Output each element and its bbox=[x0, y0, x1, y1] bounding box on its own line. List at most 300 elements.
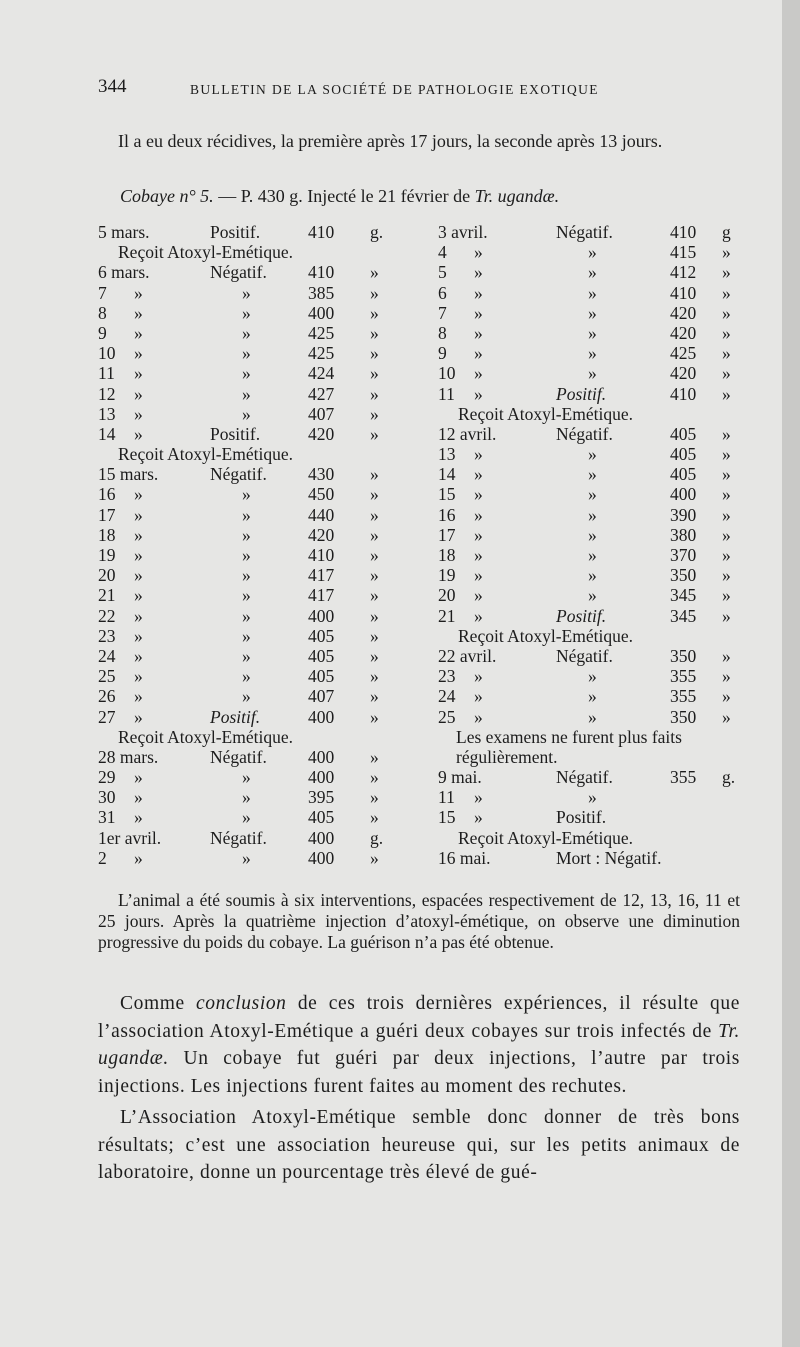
result-ditto-cell: » bbox=[588, 282, 597, 303]
result-ditto-cell: » bbox=[588, 706, 597, 727]
weight-table bbox=[98, 222, 748, 872]
ditto-cell: » bbox=[134, 363, 143, 384]
table-row bbox=[98, 262, 398, 282]
table-left-column bbox=[98, 222, 398, 868]
result-ditto-cell: » bbox=[242, 484, 251, 505]
unit-cell: » bbox=[722, 645, 731, 666]
weight-cell: 427 bbox=[308, 383, 335, 404]
date-cell: 5 mars. bbox=[98, 222, 150, 242]
result-ditto-cell: » bbox=[242, 504, 251, 525]
unit-cell: » bbox=[722, 605, 731, 626]
date-cell: 11 bbox=[98, 363, 115, 384]
unit-cell: » bbox=[722, 282, 731, 303]
date-cell: 22 bbox=[98, 605, 116, 626]
subject-line bbox=[120, 186, 559, 207]
result-ditto-cell: » bbox=[588, 363, 597, 384]
conclusion-text: Comme bbox=[120, 993, 197, 1014]
weight-cell: 425 bbox=[308, 343, 335, 364]
table-row bbox=[98, 686, 398, 706]
ditto-cell: » bbox=[474, 484, 483, 505]
subject-description: — P. 430 g. Injecté le 21 février de bbox=[213, 186, 475, 206]
table-row bbox=[438, 384, 748, 404]
unit-cell: » bbox=[722, 444, 731, 465]
date-cell: 15 bbox=[438, 484, 456, 505]
table-row bbox=[98, 464, 398, 484]
date-cell: 6 mars. bbox=[98, 262, 150, 283]
date-cell: 20 bbox=[438, 585, 456, 606]
weight-cell: 400 bbox=[308, 302, 335, 323]
date-cell: 19 bbox=[438, 565, 456, 586]
table-row bbox=[98, 525, 398, 545]
weight-cell: 370 bbox=[670, 545, 697, 565]
ditto-cell: » bbox=[474, 262, 483, 283]
unit-cell: » bbox=[370, 383, 379, 404]
table-row bbox=[98, 323, 398, 343]
date-cell: 5 bbox=[438, 262, 447, 283]
result-cell: Mort : Négatif. bbox=[556, 847, 662, 868]
ditto-cell: » bbox=[474, 302, 483, 323]
conclusion-emphasis: conclusion bbox=[196, 993, 287, 1014]
weight-cell: 355 bbox=[670, 666, 697, 687]
conclusion-text: de ces trois dernières expériences, il résulte que l’association Atoxyl-Emétique a guéri deux cobayes sur trois infectés de bbox=[98, 993, 740, 1042]
unit-cell: » bbox=[370, 787, 379, 808]
date-cell: 7 bbox=[438, 302, 447, 323]
date-cell: 16 bbox=[98, 484, 116, 505]
date-cell: 21 bbox=[98, 585, 116, 606]
ditto-cell: » bbox=[474, 464, 483, 485]
table-row bbox=[438, 262, 748, 282]
result-cell: Négatif. bbox=[556, 423, 613, 444]
result-cell: Négatif. bbox=[210, 262, 267, 283]
date-cell: 11 bbox=[438, 787, 455, 808]
table-row bbox=[438, 727, 748, 747]
table-row bbox=[438, 585, 748, 605]
result-paragraph: L’animal a été soumis à six interventions, espacées respectivement de 12, 13, 16, 11 et 25 jours. Après la quatrième injection d’atoxyl-émétique, on observe une diminution progressive du poids du cobaye. La guérison n’a pas été obtenue. bbox=[98, 890, 740, 953]
unit-cell: » bbox=[370, 847, 379, 868]
result-ditto-cell: » bbox=[242, 807, 251, 828]
ditto-cell: » bbox=[134, 423, 143, 444]
result-ditto-cell: » bbox=[242, 787, 251, 808]
date-cell: 18 bbox=[98, 524, 116, 545]
weight-cell: 425 bbox=[670, 343, 697, 364]
table-row bbox=[438, 283, 748, 303]
table-row bbox=[98, 343, 398, 363]
result-cell: Négatif. bbox=[556, 222, 613, 242]
result-ditto-cell: » bbox=[588, 242, 597, 263]
unit-cell: » bbox=[370, 686, 379, 707]
unit-cell: g. bbox=[722, 767, 736, 788]
intro-paragraph: Il a eu deux récidives, la première après 17 jours, la seconde après 13 jours. bbox=[118, 131, 663, 151]
ditto-cell: » bbox=[474, 524, 483, 545]
result-ditto-cell: » bbox=[588, 302, 597, 323]
ditto-cell: » bbox=[134, 645, 143, 666]
unit-cell: » bbox=[722, 322, 731, 343]
date-cell: 8 bbox=[438, 322, 447, 343]
date-cell: 11 bbox=[438, 383, 455, 404]
date-cell: 17 bbox=[98, 504, 116, 525]
table-right-column bbox=[438, 222, 748, 868]
conclusion-section bbox=[98, 990, 740, 1191]
unit-cell: » bbox=[722, 484, 731, 505]
ditto-cell: » bbox=[474, 666, 483, 687]
date-cell: 3 avril. bbox=[438, 222, 488, 242]
weight-cell: 350 bbox=[670, 706, 697, 727]
result-ditto-cell: » bbox=[588, 565, 597, 586]
result-ditto-cell: » bbox=[588, 343, 597, 364]
weight-cell: 407 bbox=[308, 686, 335, 707]
weight-cell: 420 bbox=[670, 302, 697, 323]
table-note: régulièrement. bbox=[456, 746, 558, 767]
table-row bbox=[438, 787, 748, 807]
weight-cell: 420 bbox=[670, 363, 697, 384]
table-row bbox=[98, 747, 398, 767]
date-cell: 13 bbox=[98, 403, 116, 424]
date-cell: 30 bbox=[98, 787, 116, 808]
table-row bbox=[438, 404, 748, 424]
date-cell: 9 bbox=[98, 322, 107, 343]
date-cell: 6 bbox=[438, 282, 447, 303]
page-edge-shadow bbox=[782, 0, 800, 1347]
weight-cell: 410 bbox=[308, 545, 335, 565]
unit-cell: » bbox=[370, 524, 379, 545]
unit-cell: » bbox=[370, 282, 379, 303]
conclusion-paragraph-1 bbox=[98, 990, 740, 1100]
unit-cell: » bbox=[722, 585, 731, 606]
weight-cell: 400 bbox=[308, 827, 335, 848]
result-ditto-cell: » bbox=[242, 605, 251, 626]
table-row bbox=[98, 424, 398, 444]
conclusion-text: Un cobaye fut guéri par deux injections, l’autre par trois injections. Les injections furent faites au moment des rechutes. bbox=[98, 1048, 740, 1097]
result-cell: Négatif. bbox=[210, 746, 267, 767]
date-cell: 17 bbox=[438, 524, 456, 545]
result-ditto-cell: » bbox=[242, 645, 251, 666]
date-cell: 28 mars. bbox=[98, 746, 159, 767]
unit-cell: » bbox=[722, 242, 731, 263]
ditto-cell: » bbox=[134, 807, 143, 828]
table-row bbox=[98, 828, 398, 848]
weight-cell: 405 bbox=[308, 666, 335, 687]
ditto-cell: » bbox=[134, 403, 143, 424]
unit-cell: » bbox=[722, 686, 731, 707]
result-cell: Positif. bbox=[556, 807, 607, 828]
table-note: Les examens ne furent plus faits bbox=[456, 726, 682, 747]
weight-cell: 400 bbox=[308, 746, 335, 767]
table-note: Reçoit Atoxyl-Emétique. bbox=[458, 827, 633, 848]
table-row bbox=[98, 666, 398, 686]
unit-cell: » bbox=[722, 343, 731, 364]
date-cell: 12 avril. bbox=[438, 423, 497, 444]
unit-cell: » bbox=[370, 504, 379, 525]
ditto-cell: » bbox=[134, 282, 143, 303]
ditto-cell: » bbox=[474, 444, 483, 465]
date-cell: 7 bbox=[98, 282, 107, 303]
weight-cell: 410 bbox=[308, 222, 335, 242]
table-row bbox=[438, 525, 748, 545]
unit-cell: » bbox=[370, 322, 379, 343]
ditto-cell: » bbox=[474, 343, 483, 364]
result-cell: Négatif. bbox=[556, 645, 613, 666]
ditto-cell: » bbox=[474, 565, 483, 586]
ditto-cell: » bbox=[474, 322, 483, 343]
running-title: BULLETIN DE LA SOCIÉTÉ DE PATHOLOGIE EXOTIQUE bbox=[190, 82, 599, 97]
weight-cell: 430 bbox=[308, 464, 335, 485]
result-ditto-cell: » bbox=[242, 322, 251, 343]
table-row bbox=[98, 363, 398, 383]
unit-cell: » bbox=[722, 706, 731, 727]
date-cell: 29 bbox=[98, 767, 116, 788]
ditto-cell: » bbox=[474, 787, 483, 808]
date-cell: 21 bbox=[438, 605, 456, 626]
ditto-cell: » bbox=[134, 343, 143, 364]
weight-cell: 405 bbox=[670, 464, 697, 485]
result-ditto-cell: » bbox=[242, 585, 251, 606]
table-row bbox=[98, 727, 398, 747]
date-cell: 16 mai. bbox=[438, 847, 491, 868]
weight-cell: 380 bbox=[670, 524, 697, 545]
date-cell: 16 bbox=[438, 504, 456, 525]
result-ditto-cell: » bbox=[242, 666, 251, 687]
result-ditto-cell: » bbox=[242, 545, 251, 565]
table-row bbox=[438, 707, 748, 727]
ditto-cell: » bbox=[134, 565, 143, 586]
table-row bbox=[98, 222, 398, 242]
ditto-cell: » bbox=[474, 504, 483, 525]
result-ditto-cell: » bbox=[242, 686, 251, 707]
page-number: 344 bbox=[98, 76, 127, 97]
weight-cell: 405 bbox=[308, 807, 335, 828]
date-cell: 25 bbox=[438, 706, 456, 727]
unit-cell: » bbox=[722, 565, 731, 586]
ditto-cell: » bbox=[134, 625, 143, 646]
unit-cell: » bbox=[370, 423, 379, 444]
date-cell: 9 mai. bbox=[438, 767, 482, 788]
table-row bbox=[98, 848, 398, 868]
date-cell: 22 avril. bbox=[438, 645, 497, 666]
table-note: Reçoit Atoxyl-Emétique. bbox=[458, 403, 633, 424]
result-ditto-cell: » bbox=[242, 403, 251, 424]
table-row bbox=[438, 484, 748, 504]
date-cell: 23 bbox=[438, 666, 456, 687]
unit-cell: » bbox=[370, 666, 379, 687]
unit-cell: » bbox=[370, 605, 379, 626]
ditto-cell: » bbox=[134, 504, 143, 525]
unit-cell: » bbox=[722, 423, 731, 444]
ditto-cell: » bbox=[134, 302, 143, 323]
table-row bbox=[438, 505, 748, 525]
date-cell: 13 bbox=[438, 444, 456, 465]
date-cell: 15 mars. bbox=[98, 464, 159, 485]
table-row bbox=[438, 444, 748, 464]
ditto-cell: » bbox=[134, 585, 143, 606]
table-row bbox=[438, 807, 748, 827]
table-row bbox=[438, 545, 748, 565]
weight-cell: 450 bbox=[308, 484, 335, 505]
table-row bbox=[98, 767, 398, 787]
weight-cell: 412 bbox=[670, 262, 697, 283]
table-row bbox=[438, 464, 748, 484]
date-cell: 19 bbox=[98, 545, 116, 565]
table-row bbox=[98, 303, 398, 323]
date-cell: 4 bbox=[438, 242, 447, 263]
table-note: Reçoit Atoxyl-Emétique. bbox=[118, 242, 293, 263]
ditto-cell: » bbox=[474, 383, 483, 404]
table-row bbox=[98, 707, 398, 727]
weight-cell: 350 bbox=[670, 565, 697, 586]
result-cell: Positif. bbox=[556, 383, 607, 404]
result-cell: Négatif. bbox=[556, 767, 613, 788]
unit-cell: » bbox=[370, 767, 379, 788]
table-row bbox=[438, 666, 748, 686]
date-cell: 1er avril. bbox=[98, 827, 162, 848]
result-cell: Positif. bbox=[210, 222, 261, 242]
unit-cell: » bbox=[370, 545, 379, 565]
unit-cell: » bbox=[722, 262, 731, 283]
ditto-cell: » bbox=[474, 686, 483, 707]
date-cell: 26 bbox=[98, 686, 116, 707]
weight-cell: 420 bbox=[308, 423, 335, 444]
ditto-cell: » bbox=[134, 787, 143, 808]
table-row bbox=[98, 545, 398, 565]
weight-cell: 405 bbox=[308, 625, 335, 646]
date-cell: 14 bbox=[438, 464, 456, 485]
ditto-cell: » bbox=[474, 605, 483, 626]
result-ditto-cell: » bbox=[588, 504, 597, 525]
ditto-cell: » bbox=[134, 666, 143, 687]
date-cell: 31 bbox=[98, 807, 116, 828]
date-cell: 15 bbox=[438, 807, 456, 828]
table-row bbox=[98, 646, 398, 666]
table-row bbox=[98, 585, 398, 605]
unit-cell: » bbox=[722, 666, 731, 687]
weight-cell: 345 bbox=[670, 585, 697, 606]
ditto-cell: » bbox=[134, 605, 143, 626]
unit-cell: g. bbox=[370, 827, 384, 848]
ditto-cell: » bbox=[134, 545, 143, 565]
table-row bbox=[438, 303, 748, 323]
date-cell: 18 bbox=[438, 545, 456, 565]
unit-cell: » bbox=[370, 706, 379, 727]
result-ditto-cell: » bbox=[242, 282, 251, 303]
table-row bbox=[98, 283, 398, 303]
subject-label: Cobaye n° 5. bbox=[120, 186, 214, 206]
result-ditto-cell: » bbox=[588, 322, 597, 343]
conclusion-species: Tr. ugandæ. bbox=[98, 1020, 740, 1069]
date-cell: 8 bbox=[98, 302, 107, 323]
date-cell: 12 bbox=[98, 383, 116, 404]
ditto-cell: » bbox=[134, 383, 143, 404]
date-cell: 25 bbox=[98, 666, 116, 687]
unit-cell: » bbox=[370, 746, 379, 767]
table-row bbox=[98, 444, 398, 464]
table-row bbox=[438, 767, 748, 787]
unit-cell: » bbox=[370, 565, 379, 586]
table-row bbox=[438, 828, 748, 848]
subject-species: Tr. ugandæ. bbox=[474, 186, 560, 206]
unit-cell: » bbox=[370, 585, 379, 606]
table-row bbox=[438, 424, 748, 444]
unit-cell: » bbox=[370, 484, 379, 505]
table-row bbox=[98, 484, 398, 504]
weight-cell: 424 bbox=[308, 363, 335, 384]
weight-cell: 400 bbox=[308, 767, 335, 788]
ditto-cell: » bbox=[474, 242, 483, 263]
unit-cell: » bbox=[370, 363, 379, 384]
weight-cell: 400 bbox=[308, 706, 335, 727]
result-cell: Négatif. bbox=[210, 464, 267, 485]
weight-cell: 400 bbox=[308, 847, 335, 868]
unit-cell: » bbox=[370, 625, 379, 646]
unit-cell: » bbox=[370, 464, 379, 485]
table-row bbox=[98, 242, 398, 262]
ditto-cell: » bbox=[134, 322, 143, 343]
conclusion-paragraph-2: L’Association Atoxyl-Emétique semble donc donner de très bons résultats; c’est une association heureuse qui, sur les petits animaux de laboratoire, donne un pourcentage très élevé de gué- bbox=[98, 1107, 740, 1183]
weight-cell: 420 bbox=[670, 322, 697, 343]
result-cell: Positif. bbox=[556, 605, 607, 626]
weight-cell: 420 bbox=[308, 524, 335, 545]
unit-cell: » bbox=[722, 464, 731, 485]
weight-cell: 410 bbox=[308, 262, 335, 283]
unit-cell: g. bbox=[370, 222, 384, 242]
unit-cell: » bbox=[722, 504, 731, 525]
weight-cell: 350 bbox=[670, 645, 697, 666]
table-row bbox=[98, 606, 398, 626]
result-ditto-cell: » bbox=[242, 302, 251, 323]
unit-cell: » bbox=[370, 262, 379, 283]
weight-cell: 405 bbox=[670, 444, 697, 465]
table-row bbox=[98, 807, 398, 827]
table-row bbox=[438, 606, 748, 626]
table-row bbox=[438, 323, 748, 343]
weight-cell: 415 bbox=[670, 242, 697, 263]
weight-cell: 410 bbox=[670, 222, 697, 242]
ditto-cell: » bbox=[134, 706, 143, 727]
unit-cell: » bbox=[370, 807, 379, 828]
result-ditto-cell: » bbox=[588, 666, 597, 687]
weight-cell: 390 bbox=[670, 504, 697, 525]
table-row bbox=[98, 626, 398, 646]
table-row bbox=[438, 686, 748, 706]
ditto-cell: » bbox=[134, 484, 143, 505]
ditto-cell: » bbox=[474, 363, 483, 384]
result-ditto-cell: » bbox=[242, 343, 251, 364]
result-ditto-cell: » bbox=[242, 363, 251, 384]
weight-cell: 410 bbox=[670, 282, 697, 303]
result-ditto-cell: » bbox=[242, 767, 251, 788]
table-row bbox=[438, 565, 748, 585]
table-row bbox=[438, 626, 748, 646]
result-ditto-cell: » bbox=[588, 787, 597, 808]
table-note: Reçoit Atoxyl-Emétique. bbox=[458, 625, 633, 646]
unit-cell: » bbox=[370, 302, 379, 323]
table-row bbox=[438, 222, 748, 242]
date-cell: 9 bbox=[438, 343, 447, 364]
weight-cell: 385 bbox=[308, 282, 335, 303]
weight-cell: 355 bbox=[670, 767, 697, 788]
table-note: Reçoit Atoxyl-Emétique. bbox=[118, 444, 293, 465]
date-cell: 27 bbox=[98, 706, 116, 727]
weight-cell: 405 bbox=[670, 423, 697, 444]
ditto-cell: » bbox=[474, 545, 483, 565]
date-cell: 2 bbox=[98, 847, 107, 868]
unit-cell: » bbox=[370, 645, 379, 666]
unit-cell: » bbox=[722, 524, 731, 545]
date-cell: 10 bbox=[438, 363, 456, 384]
ditto-cell: » bbox=[474, 282, 483, 303]
table-row bbox=[98, 565, 398, 585]
table-row bbox=[438, 646, 748, 666]
weight-cell: 400 bbox=[308, 605, 335, 626]
result-ditto-cell: » bbox=[588, 524, 597, 545]
